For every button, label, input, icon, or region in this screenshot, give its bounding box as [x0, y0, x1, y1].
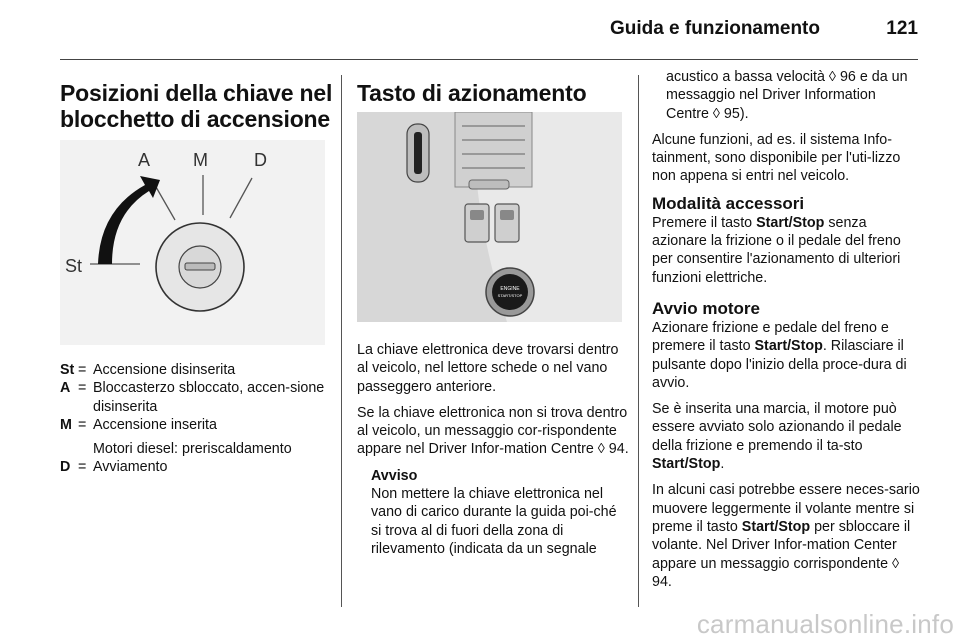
paragraph-infotainment: Alcune funzioni, ad es. il sistema Info-tainment, sono disponibile per l'uti-lizzo non appena si entri nel veicolo. [652, 131, 901, 185]
key-position-legend [60, 361, 325, 477]
figure-label-a: A [138, 150, 151, 170]
legend-row-a: A = Bloccasterzo sbloccato, accen-sione disinserita [60, 380, 325, 415]
engine-start-stop-button-icon [492, 274, 528, 310]
paragraph-key-missing: Se la chiave elettronica non si trova dentro al veicolo, un messaggio cor-rispondente appare nel Driver Infor-mation Centre ◊ 94. [357, 404, 629, 458]
column-divider-1 [341, 75, 342, 607]
button-label-engine: ENGINE [500, 286, 520, 292]
legend-row-d: D = Avviamento [60, 459, 168, 476]
notice-box [357, 467, 629, 558]
subheading-engine-start: Avvio motore [652, 298, 761, 318]
legend-row-st: St = Accensione disinserita [60, 362, 236, 378]
paragraph-steering-unlock: In alcuni casi potrebbe essere neces-sario muovere leggermente il volante mentre si preme il tasto Start/Stop per sbloccare il volante. Nel Driver Infor-mation Center appare un messaggio corrispondente ◊ 94. [652, 482, 920, 590]
figure-label-d: D [254, 150, 267, 170]
switch-left-icon [465, 204, 489, 242]
notice-title: Avviso [371, 467, 418, 484]
button-label-start-stop: START/STOP [497, 293, 523, 298]
section-heading-key-positions: Posizioni della chiave nel blocchetto di accensione [60, 80, 333, 132]
right-column-body [652, 68, 922, 599]
figure-label-m: M [193, 150, 208, 170]
column-divider-2 [638, 75, 639, 607]
watermark: carmanualsonline.info [696, 609, 954, 639]
section-heading-start-button: Tasto di azionamento [357, 80, 587, 106]
start-stop-button-figure [357, 112, 622, 322]
figure-label-st: St [65, 256, 83, 276]
paragraph-key-location: La chiave elettronica deve trovarsi dentro al veicolo, nel lettore schede o nel vano passeggero anteriore. [357, 342, 619, 395]
header-divider [60, 59, 918, 60]
switch-right-icon [495, 204, 519, 242]
notice-text: Non mettere la chiave elettronica nel vano di carico durante la guida poi-ché si trova al di fuori della zona di rilevamento (indicata da un segnale [371, 486, 617, 557]
subheading-accessory-mode: Modalità accessori [652, 193, 805, 213]
legend-diesel-note: Motori diesel: preriscaldamento [93, 441, 292, 458]
paragraph-accessory-mode: Premere il tasto Start/Stop senza azionare la frizione o il pedale del freno per consentire l'azionamento di ulteriori funzioni elettriche. [652, 214, 901, 286]
page-number: 121 [886, 18, 918, 39]
key-slot-icon [185, 263, 215, 270]
paragraph-engine-start: Azionare frizione e pedale del freno e premere il tasto Start/Stop. Rilasciare il pulsante dopo l'inizio della proce-dura di avvio. [652, 319, 907, 391]
paragraph-gear-engaged: Se è inserita una marcia, il motore può essere avviato solo azionando il pedale della frizione e premendo il ta-sto Start/Stop. [652, 401, 902, 473]
notice-continuation: acustico a bassa velocità ◊ 96 e da un messaggio nel Driver Information Centre ◊ 95). [666, 69, 908, 122]
middle-column-body [357, 341, 629, 558]
legend-row-m: M = Accensione inserita [60, 416, 217, 433]
running-header-title: Guida e funzionamento [609, 18, 820, 39]
ignition-key-figure [60, 140, 325, 345]
